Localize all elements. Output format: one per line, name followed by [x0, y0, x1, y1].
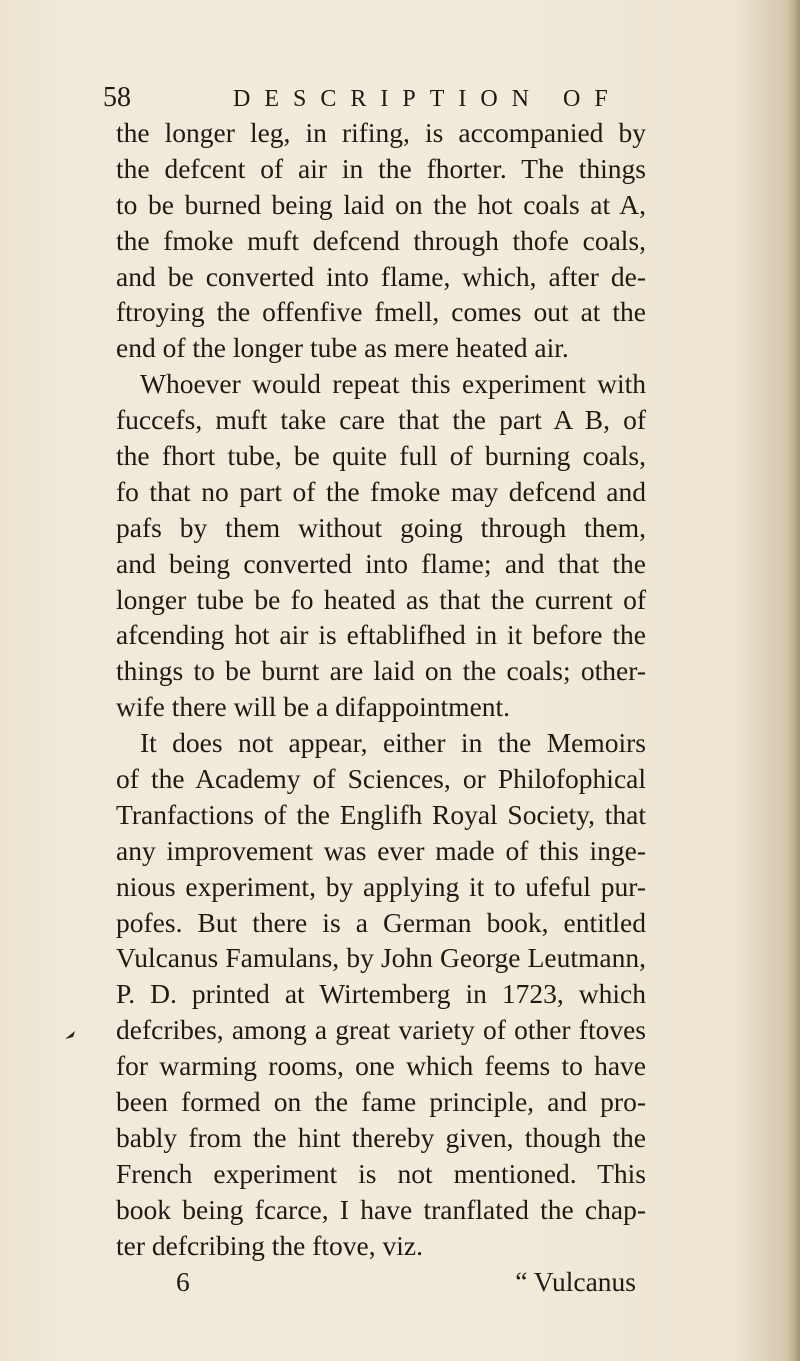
text-line: the longer leg, in rifing, is accompanied by [116, 117, 646, 148]
text-line: P. D. printed at Wirtemberg in 1723, which [116, 978, 646, 1010]
text-line: wife there will be a difappointment. [116, 691, 511, 723]
page-edge-shadow [786, 0, 800, 1361]
text-line: end of the longer tube as mere heated air. [116, 332, 569, 364]
text-line: pafs by them without going through them, [116, 511, 646, 543]
text-line: for warming rooms, one which feems to have [116, 1050, 646, 1082]
text-line: longer tube be fo heated as that the current of [116, 583, 646, 615]
ink-mark-icon [63, 1023, 83, 1043]
text-line: ftroying the offenfive fmell, comes out at the [116, 296, 646, 328]
text-line: Vulcanus Famulans, by John George Leutmann, [116, 942, 646, 974]
text-line: things to be burnt are laid on the coals; other- [116, 655, 646, 687]
text-line: Tranfactions of the Englifh Royal Society, that [116, 798, 646, 830]
text-line: fuccefs, muft take care that the part A B, of [116, 404, 646, 436]
text-line: been formed on the fame principle, and pro- [116, 1086, 646, 1118]
body-text [116, 115, 646, 1299]
text-line: any improvement was ever made of this inge- [116, 834, 646, 866]
text-line: to be burned being laid on the hot coals at A, [116, 188, 646, 220]
text-line: bably from the hint thereby given, though the [116, 1121, 646, 1153]
text-line: pofes. But there is a German book, entitled [116, 906, 646, 938]
text-line: defcribes, among a great variety of other ftoves [116, 1014, 646, 1046]
text-line: fo that no part of the fmoke may defcend and [116, 475, 646, 507]
text-line: It does not appear, either in the Memoirs [140, 727, 646, 759]
text-line: Whoever would repeat this experiment with [140, 368, 646, 400]
text-line: and being converted into flame; and that the [116, 547, 646, 579]
text-line: the defcent of air in the fhorter. The things [116, 152, 646, 184]
text-line: ter defcribing the ftove, viz. [116, 1229, 423, 1261]
text-line: of the Academy of Sciences, or Philofophical [116, 763, 646, 795]
text-line: French experiment is not mentioned. This [116, 1157, 646, 1189]
signature-mark: 6 [176, 1265, 190, 1297]
text-line: book being fcarce, I have tranflated the chap- [116, 1193, 646, 1225]
running-title: DESCRIPTION OF [233, 86, 622, 112]
running-head [103, 80, 663, 120]
catchline [116, 1264, 646, 1300]
text-line: afcending hot air is eftablifhed in it before the [116, 619, 646, 651]
catchword: “ Vulcanus [515, 1265, 636, 1297]
text-line: the fhort tube, be quite full of burning coals, [116, 440, 646, 472]
text-line: the fmoke muft defcend through thofe coals, [116, 224, 646, 256]
page-number: 58 [103, 82, 131, 113]
text-line: nious experiment, by applying it to ufeful pur- [116, 870, 646, 902]
text-line: and be converted into flame, which, after de- [116, 260, 646, 292]
